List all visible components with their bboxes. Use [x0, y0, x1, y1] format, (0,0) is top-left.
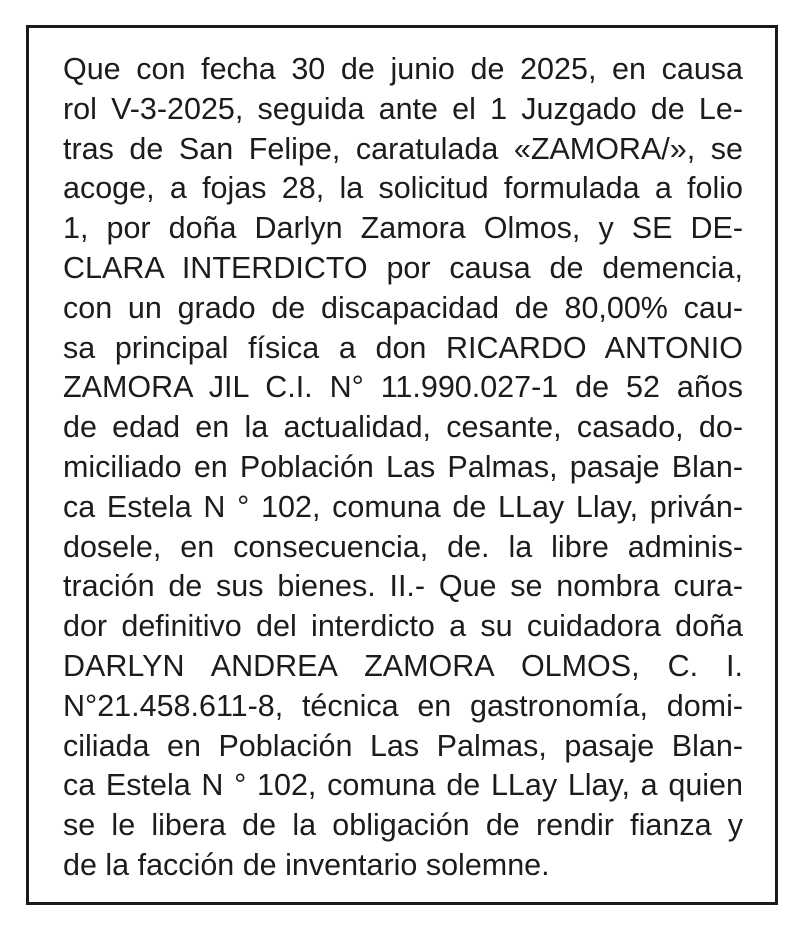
notice-line: con un grado de discapacidad de 80,00% cau- [63, 290, 743, 325]
notice-line: ca Estela N ° 102, comuna de LLay Llay, priván- [63, 489, 743, 524]
notice-line: miciliado en Población Las Palmas, pasaje Blan- [63, 449, 743, 484]
notice-line: Que con fecha 30 de junio de 2025, en causa [63, 52, 743, 86]
notice-line: 1, por doña Darlyn Zamora Olmos, y SE DE- [63, 211, 743, 246]
notice-line: DARLYN ANDREA ZAMORA OLMOS, C. I. [63, 648, 743, 683]
notice-line: se le libera de la obligación de rendir fianza y [63, 808, 743, 843]
notice-line: dosele, en consecuencia, de. la libre adminis- [63, 529, 743, 564]
notice-line: acoge, a fojas 28, la solicitud formulada a folio [63, 171, 743, 206]
notice-line: N°21.458.611-8, técnica en gastronomía, domi- [63, 688, 743, 723]
notice-line: de edad en la actualidad, cesante, casado, do- [63, 410, 743, 445]
notice-line: ca Estela N ° 102, comuna de LLay Llay, a quien [63, 768, 743, 803]
notice-line: tras de San Felipe, caratulada «ZAMORA/», se [63, 131, 743, 166]
notice-line: CLARA INTERDICTO por causa de demencia, [63, 250, 743, 285]
notice-line: ciliada en Población Las Palmas, pasaje Blan- [63, 728, 743, 763]
notice-line: sa principal física a don RICARDO ANTONIO [63, 330, 743, 365]
notice-line: de la facción de inventario solemne. [63, 847, 550, 882]
notice-line: ZAMORA JIL C.I. N° 11.990.027-1 de 52 años [63, 370, 743, 405]
legal-notice-box [26, 25, 778, 905]
notice-line: rol V-3-2025, seguida ante el 1 Juzgado de Le- [63, 91, 743, 126]
notice-line: dor definitivo del interdicto a su cuidadora doña [63, 609, 743, 644]
legal-notice-text [63, 50, 743, 886]
notice-line: tración de sus bienes. II.- Que se nombra cura- [63, 569, 743, 604]
